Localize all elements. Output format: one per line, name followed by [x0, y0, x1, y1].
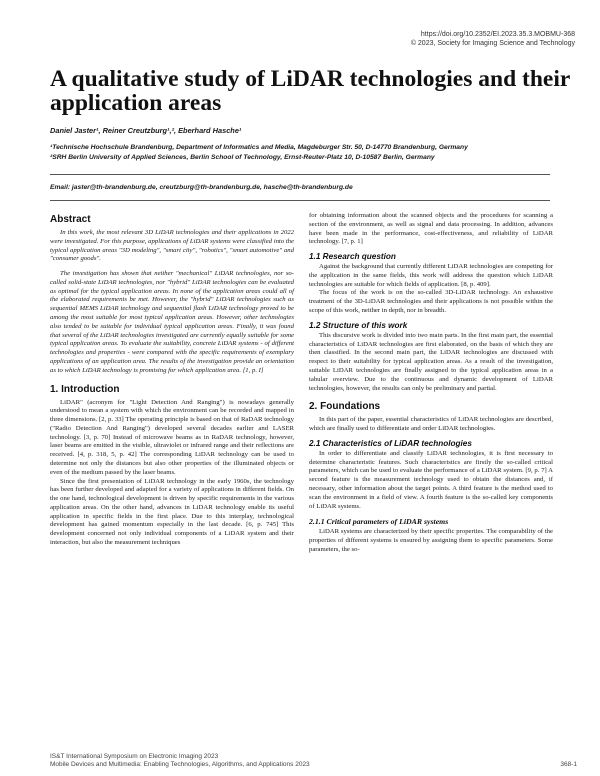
body-paragraph: LiDAR" (acronym for "Light Detection And Ranging") is nowadays generally understood to mean a system with which the environment can be recorded and mapped in three dimensions. [2, p. 33] The operating principle is based on that of RaDAR technology ("Radio Detection And Ranging") developed several decades earlier and LASER technology. [3, p. 70] Instead of microwave beams as in RaDAR technology, however, laser beams are emitted in the visible, ultraviolet or infrared range and their reflections are received. [4, p. 318, 5, p. 42] The corresponding LiDAR technology can be used to determine not only the distances but also other properties of the illuminated objects or even of the medium passed by the laser beams.	[50, 398, 294, 476]
page-footer	[50, 753, 580, 769]
body-paragraph: Since the first presentation of LiDAR technology in the early 1960s, the technology has been further developed and adapted for a variety of applications in different fields. On the one hand, technological development is driven by specific requirements in the various application areas. On the other hand, advances in LiDAR technology enable its useful application in specific fields in the first place. Due to this interplay, technological development has gained momentum especially in the last decade. [6, p. 745] This development concerned not only individual components of a LiDAR system and their interaction, but also the measurement techniques	[50, 477, 294, 546]
doi-link[interactable]: https://doi.org/10.2352/EI.2023.35.3.MOBMU-368	[420, 31, 575, 38]
copyright-notice: © 2023, Society for Imaging Science and Technology	[410, 40, 575, 47]
affiliation-1: ¹Technische Hochschule Brandenburg, Department of Informatics and Media, Magdeburger Str. 50, D-14770 Brandenburg, Germany	[50, 144, 468, 151]
footer-conference: Mobile Devices and Multimedia: Enabling Technologies, Algorithms, and Applications 2023	[50, 761, 310, 768]
footer-symposium: IS&T International Symposium on Electronic Imaging 2023	[50, 753, 219, 760]
section-heading: 2.1 Characteristics of LiDAR technologies	[309, 438, 472, 448]
section-heading: 1.1 Research question	[309, 252, 396, 262]
abstract-heading: Abstract	[50, 214, 91, 225]
body-paragraph: This discursive work is divided into two main parts. In the first main part, the essential characteristics of LiDAR technologies are first elaborated, on the basis of which they are then classified. In the second main part, the LiDAR technologies are discussed with respect to their suitability for typical application areas. As a result of the investigation, suitable LiDAR technologies are finally assigned to the typical application areas in a tabular overview. Due to the continuous and dynamic development of LiDAR technologies, however, the results can only be preliminary and partial.	[309, 331, 553, 392]
introduction-heading: 1. Introduction	[50, 383, 120, 395]
body-paragraph: In this part of the paper, essential characteristics of LiDAR technologies are described, which are finally used to differentiate and order LiDAR technologies.	[309, 416, 553, 433]
affiliation-2: ²SRH Berlin University of Applied Sciences, Berlin School of Technology, Ernst-Reuter-Platz 10, D-10587 Berlin, Germany	[50, 154, 435, 161]
paper-title: A qualitative study of LiDAR technologies and their application areas	[50, 66, 570, 116]
body-paragraph: The focus of the work is on the so-called 3D-LiDAR technology. An exhaustive treatment of the 3D-LiDAR technologies and their applications is not possible within the scope of this work, neither in depth, nor in breadth.	[309, 289, 553, 315]
email-line: Email: jaster@th-brandenburg.de, creutzburg@th-brandenburg.de, hasche@th-brandenburg.de	[50, 184, 353, 191]
right-column	[309, 212, 553, 555]
page-number: 368-1	[560, 761, 577, 768]
left-column	[50, 212, 294, 548]
divider	[50, 174, 550, 175]
body-paragraph: for obtaining information about the scanned objects and the procedures for scanning a section of the environment, as well as signal and data processing. In addition, advances have been made in the performance, cost-effectiveness, and reliability of LiDAR technology. [7, p. 1]	[309, 212, 553, 246]
divider	[50, 200, 550, 201]
section-heading: 1.2 Structure of this work	[309, 320, 408, 330]
body-paragraph: Against the background that currently different LiDAR technologies are competing for the application in the same fields, this work will address the question which LiDAR technologies are suitable for which fields of application. [8, p. 409].	[309, 263, 553, 288]
subsection-heading: 2.1.1 Critical parameters of LiDAR systems	[309, 517, 449, 527]
page-header	[411, 30, 575, 48]
abstract-paragraph: In this work, the most relevant 3D LiDAR technologies and their applications in 2022 were investigated. For this purpose, applications of LiDAR systems were classified into the typical application areas "3D modeling", "smart city", "robotics", "smart automotive" and "consumer goods".	[50, 229, 294, 263]
body-paragraph: LiDAR systems are characterized by their specific properties. The comparability of the properties of different systems is ensured by assigning them to specific parameters. Some parameters, the so-	[309, 528, 553, 553]
body-paragraph: In order to differentiate and classify LiDAR technologies, it is first necessary to determine characteristic features. Such characteristics are firstly the so-called critical parameters, which can be used to evaluate the performance of a LiDAR system. [9, p. 7] A second feature is the measurement technology used to obtain the distances and, if necessary, other information about the target points. A third feature is the method used to scan the environment in a field of view. A fourth feature is the so-called key components of LiDAR systems.	[309, 449, 553, 510]
author-list: Daniel Jaster¹, Reiner Creutzburg¹,², Eberhard Hasche¹	[50, 126, 242, 135]
abstract-paragraph: The investigation has shown that neither "mechanical" LiDAR technologies, nor so-called solid-state LiDAR technologies, nor "hybrid" LiDAR technologies can be evaluated as optimal for the typical application areas. In none of the application areas could all of the elaborated requirements be met. However, the "hybrid" LiDAR technologies such as sequential MEMS LiDAR technology and sequential flash LiDAR technology proved to be among the most suitable for most typical application areas. However, other technologies also tended to be suitable for individual typical application areas. Finally, it was found that several of the LiDAR technologies investigated are currently equally suitable for some typical application areas. To evaluate the suitability, concrete LiDAR systems - of different technologies and properties - were compared with the specific requirements of exemplary applications of an application area. The results of the investigation provide an orientation as to which LiDAR technology is promising for which application area. [1, p. I]	[50, 270, 294, 374]
section-heading: 2. Foundations	[309, 401, 381, 413]
